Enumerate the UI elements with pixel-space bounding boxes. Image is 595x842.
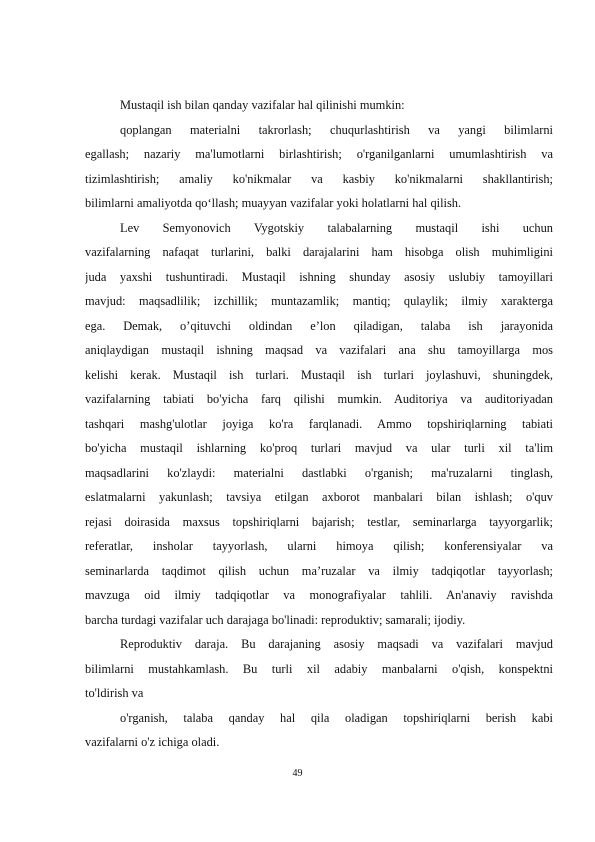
document-body [85,93,553,755]
text-line: bilimlarni mustahkamlash. Bu turli xil adabiy manbalarni o'qish, konspektni [85,661,553,676]
text-line: tashqari mashg'ulotlar joyiga ko'ra farqlanadi. Ammo topshiriqlarning tabiati [85,416,553,431]
text-line: aniqlaydigan mustaqil ishning maqsad va vazifalari ana shu tamoyillarga mos [85,343,553,357]
text-line: mavjud: maqsadlilik; izchillik; muntazamlik; mantiq; qulaylik; ilmiy xarakterga [85,294,553,308]
text-line: kelishi kerak. Mustaqil ish turlari. Mustaqil ish turlari joylashuvi, shuningdek, [85,367,553,382]
text-line: maqsadlarini ko'zlaydi: materialni dastlabki o'rganish; ma'ruzalarni tinglash, [85,465,553,480]
text-line: rejasi doirasida maxsus topshiriqlarni bajarish; testlar, seminarlarga tayyorgarlik; [85,514,553,529]
text-line: ega. Demak, o’qituvchi oldindan e’lon qiladigan, talaba ish jarayonida [85,318,553,333]
text-line: Reproduktiv daraja. Bu darajaning asosiy maqsadi va vazifalari mavjud [120,637,553,651]
text-line: Mustaqil ish bilan qanday vazifalar hal qilinishi mumkin: [120,98,405,112]
text-line: to'ldirish va [85,686,144,700]
text-line: eslatmalarni yakunlash; tavsiya etilgan axborot manbalari bilan ishlash; o'quv [85,490,553,504]
text-line: bilimlarni amaliyotda qo‘llash; muayyan vazifalar yoki holatlarni hal qilish. [85,196,462,210]
text-line: egallash; nazariy ma'lumotlarni birlashtirish; o'rganilganlarni umumlashtirish va [85,147,553,161]
text-line: vazifalarni o'z ichiga oladi. [85,735,220,749]
text-line: Lev Semyonovich Vygotskiy talabalarning mustaqil ishi uchun [120,220,553,235]
text-line: vazifalarning tabiati bo'yicha farq qilishi mumkin. Auditoriya va auditoriyadan [85,392,553,406]
text-line: bo'yicha mustaqil ishlarning ko'proq turlari mavjud va ular turli xil ta'lim [85,441,553,455]
text-line: seminarlarda taqdimot qilish uchun ma’ruzalar va ilmiy tadqiqotlar tayyorlash; [85,563,553,578]
text-line: referatlar, insholar tayyorlash, ularni himoya qilish; konferensiyalar va [85,539,553,553]
text-line: barcha turdagi vazifalar uch darajaga bo'linadi: reproduktiv; samarali; ijodiy. [85,612,466,627]
text-line: tizimlashtirish; amaliy ko'nikmalar va kasbiy ko'nikmalarni shakllantirish; [85,171,553,186]
text-line: qoplangan materialni takrorlash; chuqurlashtirish va yangi bilimlarni [120,122,553,137]
text-line: vazifalarning nafaqat turlarini, balki darajalarini ham hisobga olish muhimligini [85,245,553,259]
text-line: juda yaxshi tushuntiradi. Mustaqil ishning shunday asosiy uslubiy tamoyillari [85,269,553,284]
text-line: o'rganish, talaba qanday hal qila oladigan topshiriqlarni berish kabi [120,710,553,725]
page-number: 49 [292,768,303,779]
text-line: mavzuga oid ilmiy tadqiqotlar va monografiyalar tahlili. An'anaviy ravishda [85,588,553,602]
